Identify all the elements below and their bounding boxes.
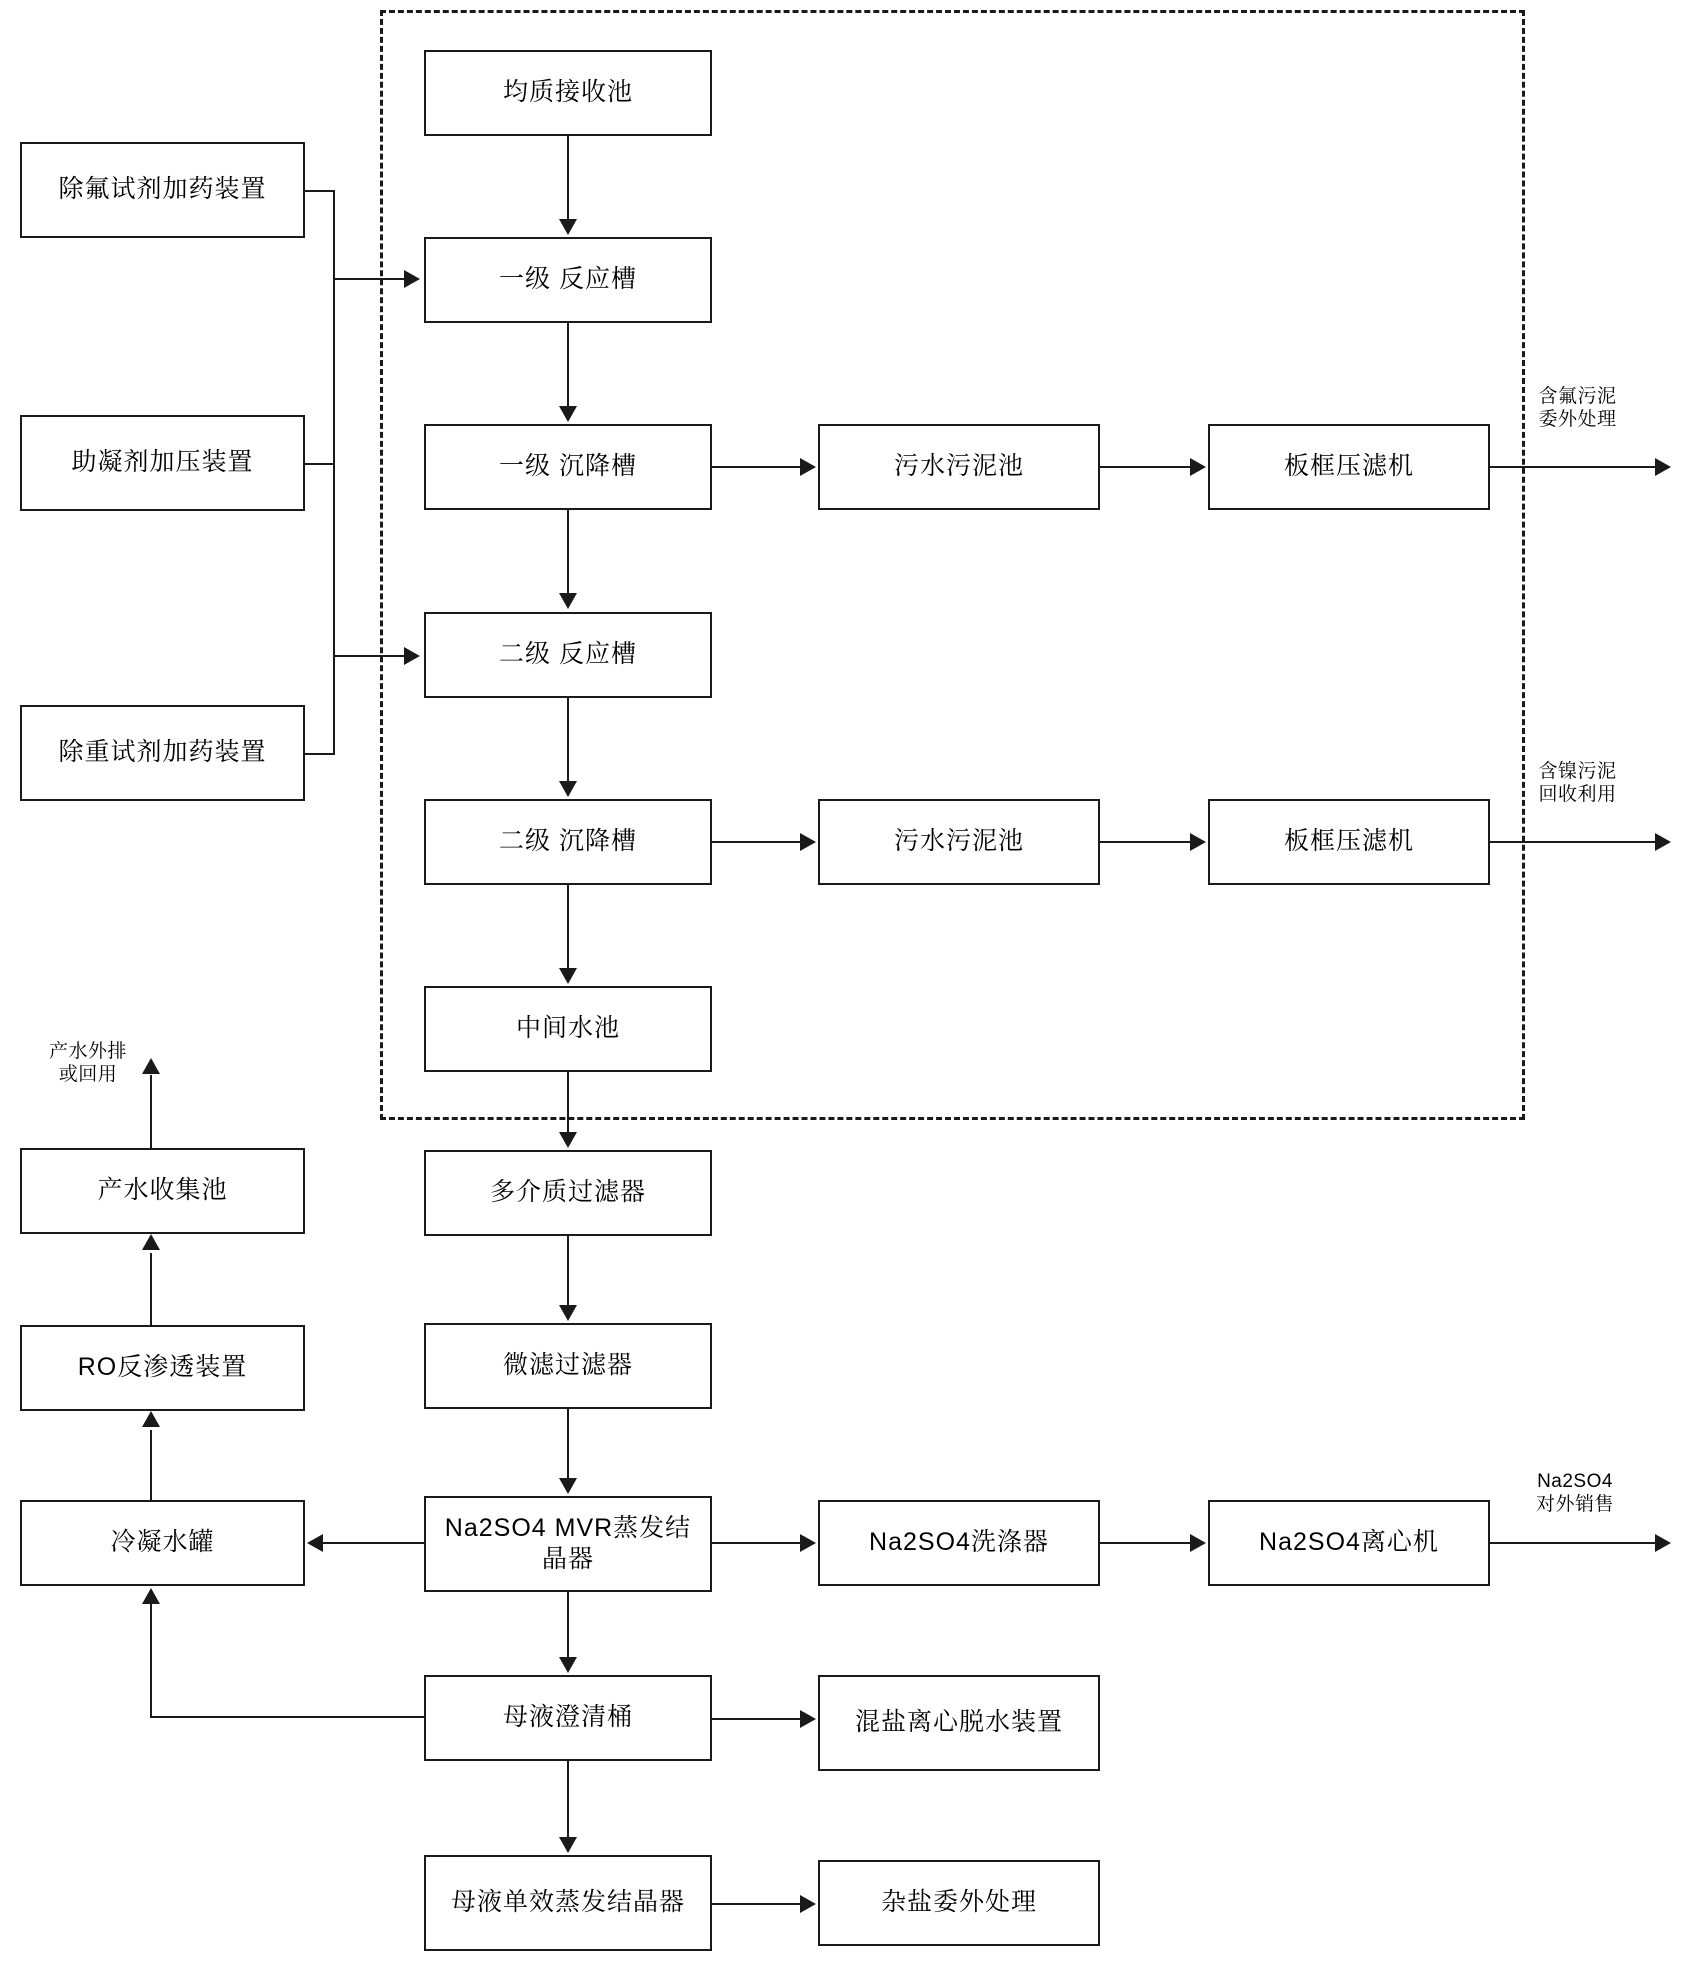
arrowhead-intermediate-pool-in	[559, 968, 577, 984]
connector-ro-to-product-water	[150, 1253, 152, 1325]
arrowhead-product-water-out	[142, 1058, 160, 1074]
connector-defluoride-out	[305, 190, 335, 192]
node-waste-salt-outsourced[interactable]: 杂盐委外处理	[818, 1860, 1100, 1946]
arrowhead-mvr-in	[559, 1478, 577, 1494]
arrowhead-evaporator-in	[559, 1837, 577, 1853]
annotation-nickel-sludge: 含镍污泥 回收利用	[1538, 761, 1617, 806]
arrowhead-sludge-pool-2-in	[800, 833, 816, 851]
node-mvr-crystallizer[interactable]: Na2SO4 MVR蒸发结晶器	[424, 1496, 712, 1592]
connector-microfiltration-to-mvr	[567, 1409, 569, 1478]
annotation-na2so4-sale: Na2SO4 对外销售	[1535, 1471, 1614, 1516]
arrowhead-ro-in	[142, 1411, 160, 1427]
connector-mvr-to-clarifier	[567, 1592, 569, 1657]
arrowhead-multimedia-filter-in	[559, 1132, 577, 1148]
arrowhead-primary-settling-in	[559, 406, 577, 422]
connector-filter-press-1-out	[1490, 466, 1655, 468]
node-na2so4-centrifuge[interactable]: Na2SO4离心机	[1208, 1500, 1490, 1586]
arrowhead-condensate-bottom-in	[142, 1588, 160, 1604]
node-mother-liquor-clarifier[interactable]: 母液澄清桶	[424, 1675, 712, 1761]
arrowhead-nickel-sludge-out	[1655, 833, 1671, 851]
arrowhead-secondary-settling-in	[559, 781, 577, 797]
arrowhead-centrifuge-in	[1190, 1534, 1206, 1552]
connector-dosing-bus-left	[333, 190, 335, 755]
connector-centrifuge-out	[1490, 1542, 1655, 1544]
node-multimedia-filter[interactable]: 多介质过滤器	[424, 1150, 712, 1236]
arrowhead-secondary-reaction-in	[559, 593, 577, 609]
connector-product-water-out	[150, 1075, 152, 1148]
pretreatment-boundary	[380, 10, 1525, 1120]
arrowhead-filter-press-2-in	[1190, 833, 1206, 851]
connector-primary-reaction-to-settling	[567, 323, 569, 408]
node-heavy-metal-dosing[interactable]: 除重试剂加药装置	[20, 705, 305, 801]
arrowhead-secondary-reaction-dosing-in	[404, 647, 420, 665]
connector-secondary-settling-to-intermediate	[567, 885, 569, 968]
node-primary-settling-tank[interactable]: 一级 沉降槽	[424, 424, 712, 510]
arrowhead-product-water-in	[142, 1234, 160, 1250]
arrowhead-primary-reaction-in	[559, 219, 577, 235]
connector-sludge-pool-1-to-filter-press-1	[1100, 466, 1190, 468]
arrowhead-fluoride-sludge-out	[1655, 458, 1671, 476]
connector-secondary-settling-to-sludge-pool-2	[712, 841, 800, 843]
node-mother-liquor-evaporator[interactable]: 母液单效蒸发结晶器	[424, 1855, 712, 1951]
connector-primary-settling-to-secondary-reaction	[567, 510, 569, 595]
node-defluoride-dosing[interactable]: 除氟试剂加药装置	[20, 142, 305, 238]
arrowhead-waste-salt-in	[800, 1895, 816, 1913]
connector-mvr-to-washer	[712, 1542, 800, 1544]
arrowhead-na2so4-sale-out	[1655, 1534, 1671, 1552]
node-filter-press-2[interactable]: 板框压滤机	[1208, 799, 1490, 885]
arrowhead-clarifier-in	[559, 1657, 577, 1673]
node-sludge-pool-2[interactable]: 污水污泥池	[818, 799, 1100, 885]
node-secondary-reaction-tank[interactable]: 二级 反应槽	[424, 612, 712, 698]
connector-secondary-reaction-to-settling	[567, 698, 569, 781]
node-coagulant-aid-pressurizer[interactable]: 助凝剂加压装置	[20, 415, 305, 511]
arrowhead-primary-reaction-dosing-in	[404, 270, 420, 288]
connector-homog-to-primary-reaction	[567, 136, 569, 221]
annotation-product-water-discharge: 产水外排 或回用	[48, 1041, 127, 1086]
node-filter-press-1[interactable]: 板框压滤机	[1208, 424, 1490, 510]
arrowhead-mixed-salt-in	[800, 1710, 816, 1728]
connector-clarifier-to-condensate-vertical	[150, 1604, 152, 1718]
connector-primary-settling-to-sludge-pool-1	[712, 466, 800, 468]
node-primary-reaction-tank[interactable]: 一级 反应槽	[424, 237, 712, 323]
arrowhead-sludge-pool-1-in	[800, 458, 816, 476]
connector-clarifier-to-mixed-salt	[712, 1718, 800, 1720]
connector-coagulant-aid-out	[305, 463, 335, 465]
connector-washer-to-centrifuge	[1100, 1542, 1190, 1544]
annotation-fluoride-sludge: 含氟污泥 委外处理	[1538, 386, 1617, 431]
connector-heavy-metal-out	[305, 753, 335, 755]
node-secondary-settling-tank[interactable]: 二级 沉降槽	[424, 799, 712, 885]
node-intermediate-pool[interactable]: 中间水池	[424, 986, 712, 1072]
connector-mvr-to-condensate	[323, 1542, 424, 1544]
node-mixed-salt-dewatering[interactable]: 混盐离心脱水装置	[818, 1675, 1100, 1771]
arrowhead-condensate-in	[307, 1534, 323, 1552]
node-ro-unit[interactable]: RO反渗透装置	[20, 1325, 305, 1411]
connector-bus-to-primary-reaction	[333, 278, 406, 280]
connector-condensate-to-ro	[150, 1430, 152, 1500]
node-product-water-pool[interactable]: 产水收集池	[20, 1148, 305, 1234]
connector-evaporator-to-waste-salt	[712, 1903, 800, 1905]
arrowhead-filter-press-1-in	[1190, 458, 1206, 476]
connector-filter-press-2-out	[1490, 841, 1655, 843]
node-na2so4-washer[interactable]: Na2SO4洗涤器	[818, 1500, 1100, 1586]
connector-clarifier-to-condensate-horizontal	[150, 1716, 426, 1718]
arrowhead-microfiltration-in	[559, 1305, 577, 1321]
connector-multimedia-to-microfiltration	[567, 1236, 569, 1305]
arrowhead-washer-in	[800, 1534, 816, 1552]
connector-bus-to-secondary-reaction	[333, 655, 406, 657]
connector-sludge-pool-2-to-filter-press-2	[1100, 841, 1190, 843]
node-homogenizing-tank[interactable]: 均质接收池	[424, 50, 712, 136]
connector-intermediate-to-multimedia	[567, 1072, 569, 1132]
node-sludge-pool-1[interactable]: 污水污泥池	[818, 424, 1100, 510]
node-microfiltration-filter[interactable]: 微滤过滤器	[424, 1323, 712, 1409]
connector-clarifier-to-evaporator	[567, 1761, 569, 1837]
node-condensate-tank[interactable]: 冷凝水罐	[20, 1500, 305, 1586]
